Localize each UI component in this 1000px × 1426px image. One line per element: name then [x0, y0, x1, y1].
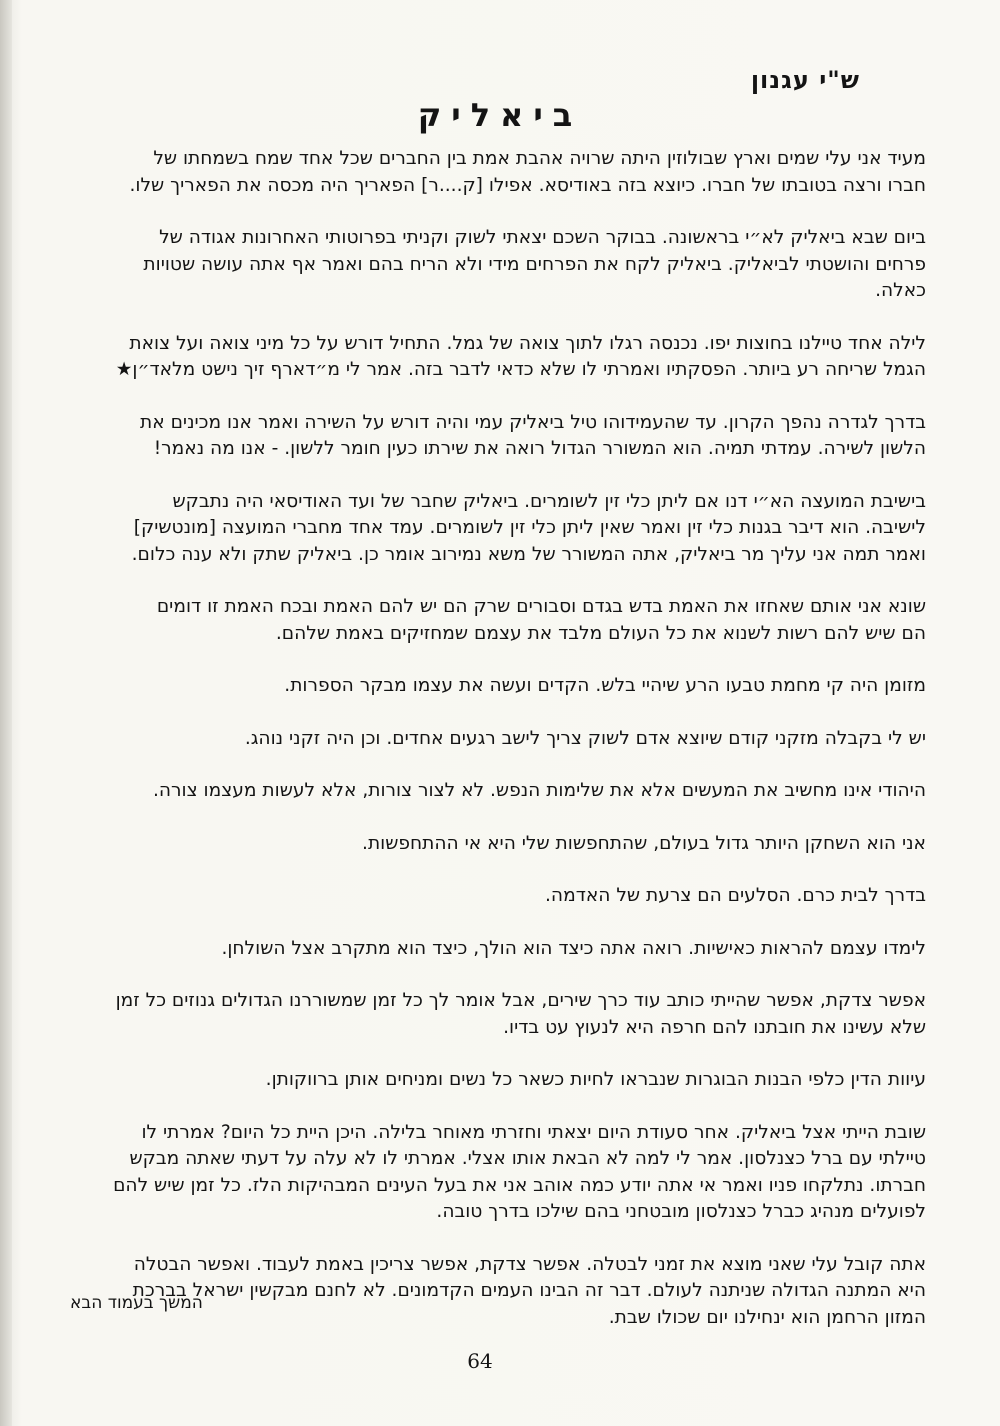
text-line: היהודי אינו מחשיב את המעשים אלא את שלימות הנפש. לא לצור צורות, אלא לעשות מעצמו צורה.	[152, 780, 926, 801]
page-number: 64	[467, 1349, 493, 1373]
text-line: לפועלים מנהיג כברל כצנלסון מובטחני בהם שילכו בדרך טובה.	[436, 1201, 926, 1222]
paragraph	[66, 831, 926, 858]
paragraph	[66, 988, 926, 1041]
paragraph	[66, 225, 926, 305]
text-line: שלא עשינו את חובתנו להם חרפה היא לנעוץ עט בדיו.	[503, 1016, 926, 1038]
text-line: אתה קובל עלי שאני מוצא את זמני לבטלה. אפשר צדקת, אפשר צריכין באמת לעבוד. ואפשר הבטלה	[133, 1253, 926, 1275]
paragraph	[66, 594, 926, 647]
text-line: ביום שבא ביאליק לא״י בראשונה. בבוקר השכם יצאתי לשוק וקניתי בפרוטותי האחרונות אגודה של	[159, 227, 926, 248]
paragraph	[66, 410, 926, 463]
paragraph	[66, 673, 926, 700]
text-line: בדרך לגדרה נהפך הקרון. עד שהעמידוהו טיל ביאליק עמי והיה דורש על השירה ואמר אנו מכינים את	[140, 411, 926, 433]
text-line: היא המתנה הגדולה שניתנה לעולם. דבר זה הבינו העמים הקדמונים. לא לחנם מבקשין ישראל בברכת	[132, 1280, 926, 1301]
text-line: טיילתי עם ברל כצנלסון. אמר לי למה לא הבאת אותו אצלי. אמרתי לו לא עלה על דעתי שאתה מבקש	[129, 1148, 926, 1169]
paragraph	[66, 883, 926, 910]
author: ש"י עגנון	[750, 66, 860, 94]
text-line: עיוות הדין כלפי הבנות הבוגרות שנבראו לחיות כשאר כל נשים ומניחים אותן ברווקותן.	[265, 1069, 926, 1090]
paragraph	[66, 1252, 926, 1332]
text-line: חברו ורצה בטובתו של חברו. כיוצא בזה באודיסא. אפילו [ק....ר] הפאריך היה מכסה את הפאריך שלו.	[129, 174, 926, 196]
text-line: הלשון לשירה. עמדתי תמיה. הוא המשורר הגדול רואה את שירתו כעין חומר ללשון. - אנו מה נאמר!	[153, 438, 926, 459]
paragraph	[66, 936, 926, 963]
paragraph	[66, 1120, 926, 1226]
text-line: פרחים והושטתי לביאליק. ביאליק לקח את הפרחים מידי ולא הריח בהם ואמר אף אתה עושה שטויות	[143, 253, 926, 275]
paragraph	[66, 778, 926, 805]
scan-edge	[0, 0, 12, 1426]
text-line: לישיבה. הוא דיבר בגנות כלי זין ואמר שאין ליתן כלי זין לשומרים. עמד אחד מחברי המועצה [מונטשיק]	[133, 517, 926, 538]
text-line: לילה אחד טיילנו בחוצות יפו. נכנסה רגלו לתוך צואה של גמל. התחיל דורש על כל מיני צואה ועל צואת	[129, 332, 926, 354]
text-line: לימדו עצמם להראות כאישיות. רואה אתה כיצד הוא הולך, כיצד הוא מתקרב אצל השולחן.	[221, 937, 926, 959]
paragraph	[66, 331, 926, 384]
continued-note: המשך בעמוד הבא	[70, 1293, 203, 1313]
text-line: הגמל שריחה רע ביותר. הפסקתיו ואמרתי לו שלא כדאי לדבר בזה. אמר לי מ״דארף זיך נישט מלאד״ן★	[115, 359, 926, 380]
text-line: חברתו. נתלקחו פניו ואמר אי אתה יודע כמה אוהב אני את בעל העינים המבהיקות הלז. כל זמן שיש להם	[113, 1174, 926, 1196]
page-title: ביאליק	[417, 96, 583, 134]
text-line: מזומן היה קי מחמת טבעו הרע שיהיי בלש. הקדים ועשה את עצמו מבקר הספרות.	[284, 675, 926, 696]
article-body	[66, 146, 926, 1357]
text-line: המזון הרחמן הוא ינחילנו יום שכולו שבת.	[608, 1306, 926, 1328]
text-line: יש לי בקבלה מזקני קודם שיוצא אדם לשוק צריך לישב רגעים אחדים. וכן היה זקני נוהג.	[244, 727, 926, 749]
text-line: מעיד אני עלי שמים וארץ שבולוזין היתה שרויה אהבת אמת בין החברים שכל אחד שמח בשמחתו של	[153, 148, 926, 169]
text-line: אפשר צדקת, אפשר שהייתי כותב עוד כרך שירים, אבל אומר לך כל זמן שמשוררנו הגדולים גנוזים כל זמן	[115, 990, 926, 1011]
text-line: הם שיש להם רשות לשנוא את כל העולם מלבד את עצמם שמחזיקים באמת שלהם.	[275, 622, 926, 644]
paragraph	[66, 726, 926, 753]
paragraph	[66, 489, 926, 569]
paragraph	[66, 146, 926, 199]
text-line: שובת הייתי אצל ביאליק. אחר סעודת היום יצאתי וחזרתי מאוחר בלילה. היכן היית כל היום? אמרתי לו	[141, 1121, 926, 1143]
text-line: ואמר תמה אני עליך מר ביאליק, אתה המשורר של משא נמירוב אומר כן. ביאליק שתק ולא ענה כלום.	[131, 543, 926, 565]
text-line: כאלה.	[875, 280, 926, 301]
text-line: שונא אני אותם שאחזו את האמת בדש בגדם וסבורים שרק הם יש להם האמת ובכח האמת זו דומים	[156, 596, 926, 617]
text-line: בישיבת המועצה הא״י דנו אם ליתן כלי זין לשומרים. ביאליק שחבר של ועד האודיסאי היה נתבקש	[172, 490, 926, 512]
text-line: בדרך לבית כרם. הסלעים הם צרעת של האדמה.	[545, 885, 926, 906]
text-line: אני הוא השחקן היותר גדול בעולם, שהתחפשות שלי היא אי ההתחפשות.	[362, 832, 926, 854]
paragraph	[66, 1067, 926, 1094]
